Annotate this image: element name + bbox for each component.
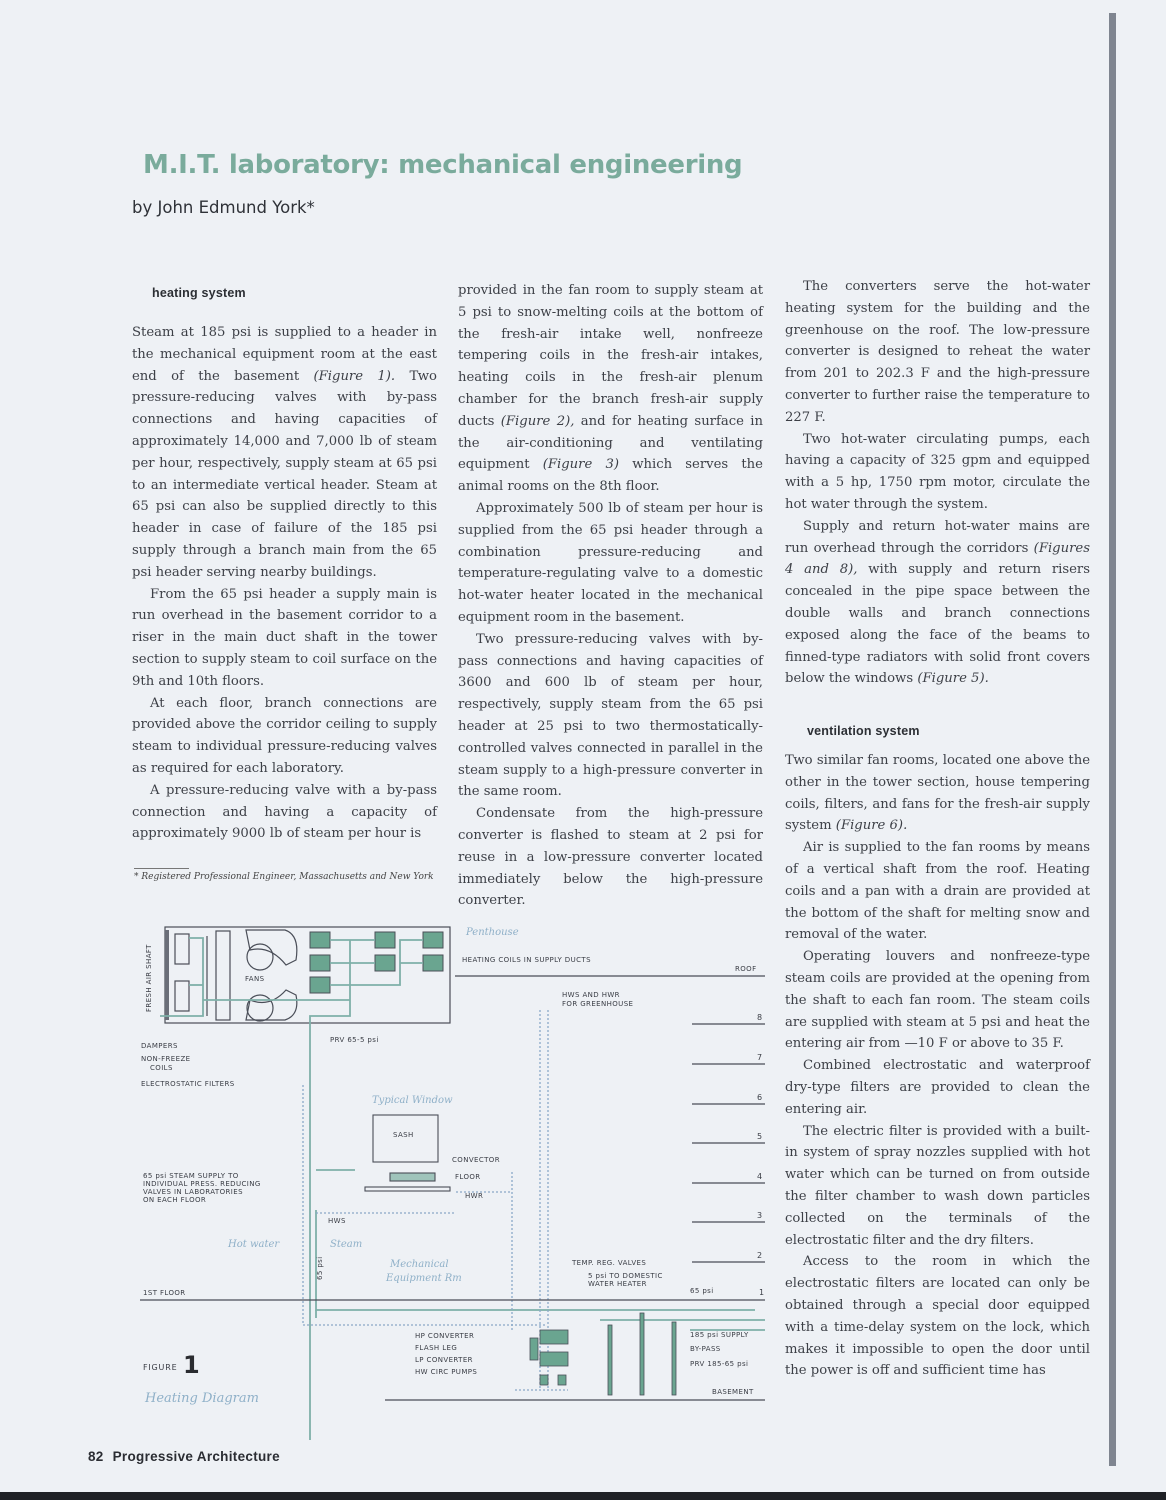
floor-number: 3 — [757, 1211, 763, 1220]
figure-reference: (Figure 6). — [835, 818, 908, 834]
label-domestic: WATER HEATER — [588, 1280, 647, 1288]
label-fresh-air-shaft: FRESH AIR SHAFT — [145, 944, 153, 1012]
hw-pump — [540, 1375, 548, 1385]
header-pipe — [672, 1322, 676, 1395]
hp-converter — [540, 1330, 568, 1344]
label-steam-supply: INDIVIDUAL PRESS. REDUCING — [143, 1180, 261, 1188]
header-pipe — [640, 1313, 644, 1395]
fan-room-outline — [165, 927, 450, 1023]
paragraph: Two similar fan rooms, located one above the other in the tower section, house tempering coils, filters, and fans for the fresh-air supply system (Figure 6). — [785, 753, 1090, 834]
heating-coil — [310, 955, 330, 971]
non-freeze-coil — [175, 934, 189, 964]
label-flash-leg: FLASH LEG — [415, 1344, 458, 1352]
article-byline: by John Edmund York* — [132, 198, 315, 217]
page-footer — [88, 1449, 289, 1464]
label-heating-coils: HEATING COILS IN SUPPLY DUCTS — [462, 956, 591, 964]
flash-leg — [530, 1338, 538, 1360]
label-hws-hwr: HWS AND HWR — [562, 991, 620, 999]
paragraph: Access to the room in which the electrostatic filters are located can only be obtained through a special door equipped with a time-delay system on the lock, which makes it impossible to open the door until the power is off and sufficient time has — [785, 1254, 1090, 1379]
floor-number: 6 — [757, 1093, 763, 1102]
label-domestic: 5 psi TO DOMESTIC — [588, 1272, 663, 1280]
label-steam: Steam — [330, 1239, 363, 1250]
paragraph: Two hot-water circulating pumps, each having a capacity of 325 gpm and equipped with a 5 hp, 1750 rpm motor, circulate the hot water through the system. — [785, 431, 1090, 512]
heating-coil — [423, 932, 443, 948]
penthouse-fan-room — [165, 927, 450, 1023]
lp-converter — [540, 1352, 568, 1366]
page-number: 82 — [88, 1449, 104, 1464]
label-prv185: PRV 185-65 psi — [690, 1360, 749, 1368]
heating-coil — [375, 932, 395, 948]
paragraph: The converters serve the hot-water heating system for the building and the greenhouse on the roof. The low-pressure converter is designed to reheat the water from 201 to 202.3 F and the high-pressure converter to further raise the temperature to 227 F. — [785, 279, 1090, 425]
figure-reference: (Figure 5). — [917, 671, 989, 687]
convector — [390, 1173, 435, 1181]
fan-housing — [246, 930, 297, 965]
header-pipe — [608, 1325, 612, 1395]
label-convector: CONVECTOR — [452, 1156, 500, 1164]
non-freeze-coil — [175, 981, 189, 1011]
label-first-floor: 1ST FLOOR — [143, 1289, 186, 1297]
page-edge-bar — [1109, 13, 1116, 1466]
steam-riser — [310, 940, 350, 1440]
fan-housing — [246, 990, 297, 1020]
label-dampers: DAMPERS — [141, 1042, 178, 1050]
figure-caption: Heating Diagram — [145, 1391, 259, 1406]
label-mech-room: Equipment Rm — [386, 1273, 462, 1284]
label-typical-window: Typical Window — [372, 1095, 453, 1106]
figure-reference: (Figure 1). — [313, 368, 396, 384]
label-coils: COILS — [150, 1064, 173, 1072]
paragraph: Condensate from the high-pressure converter is flashed to steam at 2 psi for reuse in a low-pressure converter located immediately below the high-pressure converter. — [458, 806, 763, 909]
figure-reference: (Figure 3) — [542, 457, 619, 473]
label-steam-supply: ON EACH FLOOR — [143, 1196, 207, 1204]
label-hot-water: Hot water — [228, 1239, 280, 1250]
label-temp-reg: TEMP. REG. VALVES — [572, 1259, 647, 1267]
figure-reference: (Figure 2), — [500, 413, 575, 429]
label-floor: FLOOR — [455, 1173, 481, 1181]
label-basement: BASEMENT — [712, 1388, 754, 1396]
label-prv-65-5: PRV 65-5 psi — [330, 1036, 379, 1044]
heating-coils — [310, 932, 443, 993]
floor-number: 2 — [757, 1251, 763, 1260]
label-sash: SASH — [393, 1131, 414, 1139]
label-hp-converter: HP CONVERTER — [415, 1332, 475, 1340]
heating-coil — [310, 932, 330, 948]
label-non-freeze: NON-FREEZE — [141, 1055, 191, 1063]
label-65psi: 65 psi — [690, 1287, 714, 1295]
fan-icon — [247, 944, 273, 970]
paragraph: From the 65 psi header a supply main is run overhead in the basement corridor to a riser in the main duct shaft in the tower section to supply steam to coil surface on the 9th and 10th floors. — [132, 586, 437, 689]
label-hwr: HWR — [465, 1192, 484, 1200]
floor-number: 1 — [759, 1288, 765, 1297]
footnote: * Registered Professional Engineer, Massachusetts and New York — [134, 872, 434, 882]
label-riser-65psi: 65 psi — [316, 1256, 324, 1280]
section-heading-heating: heating system — [152, 286, 246, 300]
paragraph: Steam at 185 psi is supplied to a header in the mechanical equipment room at the east end of the basement (Figure 1). Two pressure-reducing valves with by-pass connections and having capacities of approximately 14,000 and 7,000 lb of steam per hour, respectively, supply steam at 65 psi to an intermediate vertical header. Steam at 65 psi can also be supplied directly to this header in case of failure of the 185 psi supply through a branch main from the 65 psi header serving nearby buildings. — [132, 325, 437, 580]
hw-pump — [558, 1375, 566, 1385]
paragraph: Operating louvers and nonfreeze-type steam coils are provided at the opening from the shaft to each fan room. The steam coils are supplied with steam at 5 psi and heat the entering air from —10 F or above to 35 F. — [785, 949, 1090, 1052]
label-penthouse: Penthouse — [466, 927, 519, 938]
paragraph: A pressure-reducing valve with a by-pass connection and having a capacity of approximately 9000 lb of steam per hour is — [132, 782, 437, 842]
paragraph: Two pressure-reducing valves with by-pass connections and having capacities of 3600 and 600 lb of steam per hour, respectively, supply steam from the 65 psi header at 25 psi to two thermostatically-controlled valves connected in parallel in the steam supply to a high-pressure converter in the same room. — [458, 631, 763, 800]
typical-window — [365, 1115, 450, 1191]
heating-coil — [375, 955, 395, 971]
label-steam-supply: VALVES IN LABORATORIES — [143, 1188, 243, 1196]
paragraph: The electric filter is provided with a built-in system of spray nozzles supplied with hot water which can be turned on from outside the filter chamber to wash down particles collected on the terminals of the electrostatic filter and the dry filters. — [785, 1123, 1090, 1248]
scan-edge — [0, 1492, 1166, 1500]
label-steam-supply: 65 psi STEAM SUPPLY TO — [143, 1172, 239, 1180]
fan-icon — [247, 995, 273, 1021]
basement-equipment — [530, 1313, 676, 1395]
publication-name: Progressive Architecture — [112, 1449, 280, 1464]
paragraph: Approximately 500 lb of steam per hour is supplied from the 65 psi header through a combination pressure-reducing and temperature-regulating valve to a domestic hot-water heater located in the mechanical equipment room in the basement. — [458, 500, 763, 625]
paragraph: provided in the fan room to supply steam at 5 psi to snow-melting coils at the bottom of the fresh-air intake well, nonfreeze tempering coils in the fresh-air intakes, heating coils in the fresh-air plenum chamber for the branch fresh-air supply ducts (Figure 2), and for heating surface in the air-conditioning and ventilating equipment (Figure 3) which serves the animal rooms on the 8th floor. — [458, 283, 763, 495]
paragraph: Air is supplied to the fan rooms by means of a vertical shaft from the roof. Heating coils and a pan with a drain are provided at the bottom of the shaft for melting snow and removal of the water. — [785, 840, 1090, 943]
floor-slab — [365, 1187, 450, 1191]
label-hw-pumps: HW CIRC PUMPS — [415, 1368, 478, 1376]
label-hws: HWS — [328, 1217, 346, 1225]
paragraph: Combined electrostatic and waterproof dry-type filters are provided to clean the entering air. — [785, 1058, 1090, 1117]
label-electrostatic: ELECTROSTATIC FILTERS — [141, 1080, 235, 1088]
heating-coil — [423, 955, 443, 971]
label-lp-converter: LP CONVERTER — [415, 1356, 473, 1364]
figure-label: FIGURE — [143, 1363, 178, 1372]
paragraph: Supply and return hot-water mains are run overhead through the corridors (Figures 4 and 8), with supply and return risers concealed in the pipe space between the double walls and branch connections exposed along the face of the beams to finned-type radiators with solid front covers below the windows (Figure 5). — [785, 518, 1090, 687]
figure-number: 1 — [183, 1351, 200, 1379]
floor-number: 4 — [757, 1172, 763, 1181]
paragraph: At each floor, branch connections are provided above the corridor ceiling to supply steam to individual pressure-reducing valves as required for each laboratory. — [132, 695, 437, 776]
floor-number: 5 — [757, 1132, 763, 1141]
label-greenhouse: FOR GREENHOUSE — [562, 1000, 634, 1008]
label-185-supply: 185 psi SUPPLY — [690, 1331, 749, 1339]
floor-number: 7 — [757, 1053, 763, 1062]
label-roof: ROOF — [735, 965, 757, 973]
floor-number: 8 — [757, 1013, 763, 1022]
steam-main — [316, 1210, 755, 1310]
section-heading-ventilation: ventilation system — [807, 724, 920, 738]
article-title: M.I.T. laboratory: mechanical engineering — [143, 150, 743, 180]
label-mech-room: Mechanical — [390, 1259, 449, 1270]
label-fans: FANS — [245, 975, 265, 983]
figure-reference: (Figures 4 and 8), — [785, 540, 1090, 578]
heating-coil — [310, 977, 330, 993]
label-bypass: BY-PASS — [690, 1345, 721, 1353]
electrostatic-filter — [216, 931, 230, 1020]
